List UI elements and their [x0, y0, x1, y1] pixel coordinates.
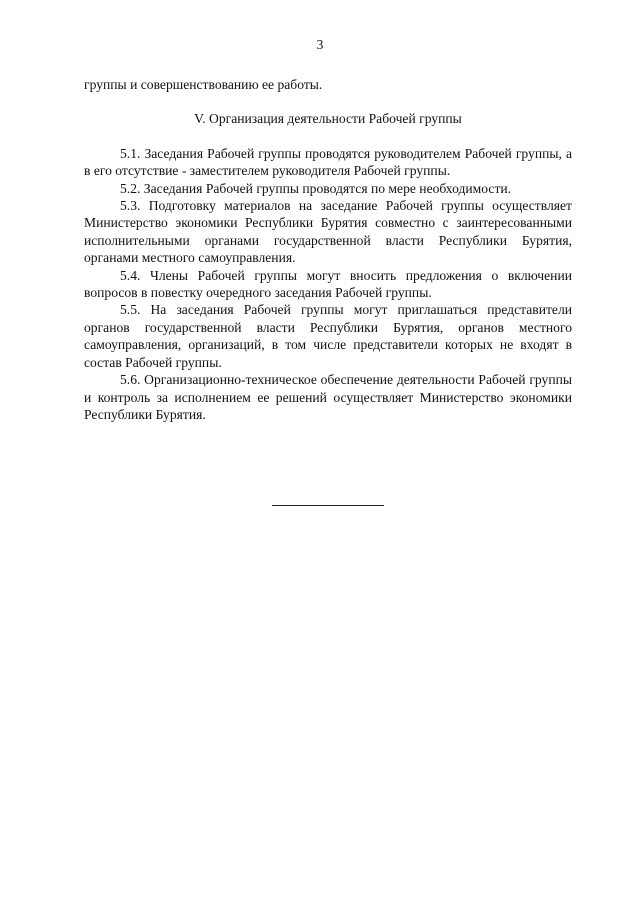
paragraph-5-5: 5.5. На заседания Рабочей группы могут приглашаться представители органов государственной власти Республики Бурятия, органов местного самоуправления, организаций, в том числе представители которых не входят в состав Рабочей группы. [84, 302, 572, 370]
continuation-text: группы и совершенствованию ее работы. [84, 77, 323, 92]
document-body [84, 76, 572, 423]
paragraph-5-2: 5.2. Заседания Рабочей группы проводятся по мере необходимости. [120, 180, 512, 196]
paragraph-5-6: 5.6. Организационно-техническое обеспечение деятельности Рабочей группы и контроль за исполнением ее решений осуществляет Министерство экономики Республики Бурятия. [84, 372, 572, 422]
page-number: 3 [316, 37, 324, 52]
section-title: V. Организация деятельности Рабочей группы [194, 111, 462, 127]
end-separator-line [272, 505, 384, 506]
paragraph-5-4: 5.4. Члены Рабочей группы могут вносить предложения о включении вопросов в повестку очередного заседания Рабочей группы. [84, 267, 572, 301]
paragraph-5-1: 5.1. Заседания Рабочей группы проводятся руководителем Рабочей группы, а в его отсутствие - заместителем руководителя Рабочей группы. [84, 145, 572, 179]
paragraph-5-3: 5.3. Подготовку материалов на заседание Рабочей группы осуществляет Министерство экономики Республики Бурятия совместно с заинтересованными исполнительными органами государственной власти Республики Бурятия, органами местного самоуправления. [84, 198, 572, 266]
